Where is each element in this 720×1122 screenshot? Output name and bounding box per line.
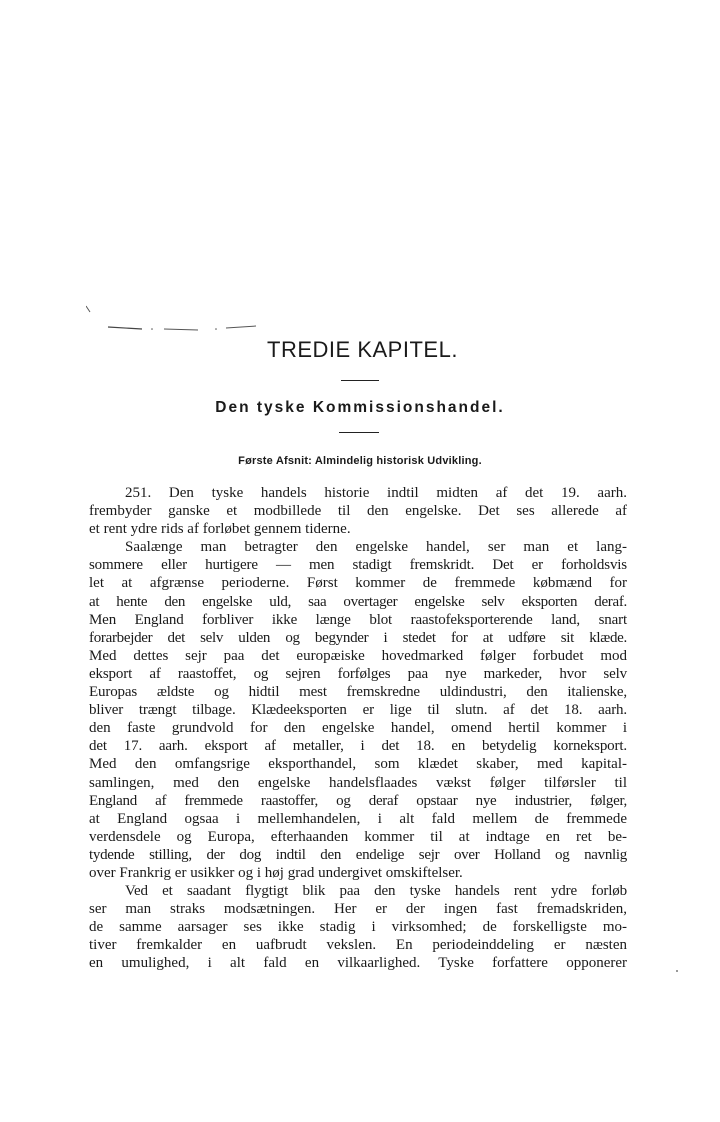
text-line: samlingen, med den engelske handelsflaades vækst følger tilførsler til: [89, 774, 627, 791]
divider-rule: [341, 380, 379, 381]
chapter-title-text: TREDIE KAPITEL.: [267, 337, 458, 362]
text-line: den faste grundvold for den engelske handel, omend hertil kommer i: [89, 720, 627, 737]
text-line: Med den omfangsrige eksporthandel, som klædet skaber, med kapital-: [89, 756, 627, 773]
subsection-title: Første Afsnit: Almindelig historisk Udvikling.: [238, 455, 482, 467]
chapter-title: [0, 337, 720, 363]
text-line: at England ogsaa i mellemhandelen, i alt fald mellem de fremmede: [89, 810, 627, 827]
text-line: over Frankrig er usikker og i høj grad undergivet omskiftelser.: [89, 864, 463, 881]
text-line: de samme aarsager ses ikke stadig i virksomhed; de forskelligste mo-: [89, 919, 627, 936]
text-line: 251. Den tyske handels historie indtil midten af det 19. aarh.: [125, 485, 627, 501]
text-line: det 17. aarh. eksport af metaller, i det 18. en betydelig korneksport.: [89, 738, 627, 755]
scan-speck: [676, 970, 678, 972]
text-line: bliver trængt tilbage. Klædeeksporten er lige til slutn. af det 18. aarh.: [89, 702, 627, 719]
text-line: Europas ældste og hidtil mest fremskredne uldindustri, den italienske,: [89, 684, 627, 701]
text-line: et rent ydre rids af forløbet gennem tiderne.: [89, 521, 351, 538]
divider-rule: [339, 432, 379, 433]
text-line: verdensdele og Europa, efterhaanden kommer til at indtage en ret be-: [89, 828, 627, 845]
stray-ink-marks: [86, 302, 266, 342]
body-text: [89, 484, 627, 973]
text-line: tiver fremkalder en uafbrudt vekslen. En periodeinddeling er næsten: [89, 937, 627, 954]
text-line: tydende stilling, der dog indtil den endelige sejr over Holland og navnlig: [89, 846, 627, 863]
text-line: sommere eller hurtigere — men stadigt fremskridt. Det er forholdsvis: [89, 557, 627, 574]
text-line: en umulighed, i alt fald en vilkaarlighed. Tyske forfattere opponerer: [89, 955, 627, 972]
text-line: let at afgrænse perioderne. Først kommer de fremmede købmænd for: [89, 575, 627, 592]
text-line: Men England forbliver ikke længe blot raastofeksporterende land, snart: [89, 611, 627, 628]
text-line: frembyder ganske et modbillede til den engelske. Det ses allerede af: [89, 503, 627, 520]
text-line: at hente den engelske uld, saa overtager engelske selv eksporten deraf.: [89, 593, 627, 610]
section-title: Den tyske Kommissionshandel.: [215, 399, 505, 416]
text-line: forarbejder det selv ulden og begynder i stedet for at udføre sit klæde.: [89, 629, 627, 646]
text-line: eksport af raastoffet, og sejren forfølges paa nye markeder, hvor selv: [89, 665, 627, 682]
text-line: Saalænge man betragter den engelske handel, ser man et lang-: [125, 539, 627, 556]
text-line: England af fremmede raastoffer, og deraf opstaar nye industrier, følger,: [89, 792, 627, 809]
text-line: Ved et saadant flygtigt blik paa den tyske handels rent ydre forløb: [125, 883, 627, 900]
text-line: ser man straks modsætningen. Her er der ingen fast fremadskriden,: [89, 901, 627, 918]
text-line: Med dettes sejr paa det europæiske hovedmarked følger forbudet mod: [89, 647, 627, 664]
